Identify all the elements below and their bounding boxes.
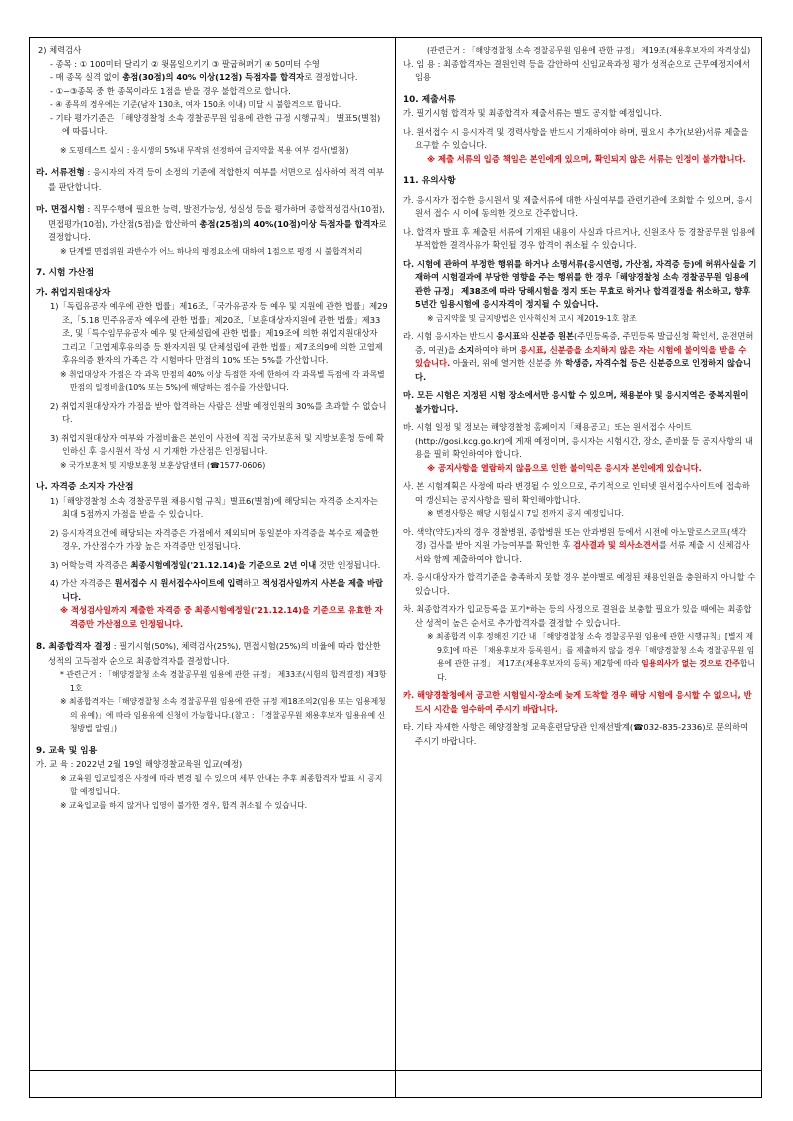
doc-screening: 라. 서류전형 : 응시자의 자격 등이 소정의 기준에 적합한지 여부를 서면으로 심사하여 적격 여부를 판단합니다.: [36, 167, 384, 192]
interview-note: ※ 단계별 면접위원 과반수가 어느 하나의 평정요소에 대하여 1점으로 평정 시 불합격처리: [60, 246, 363, 256]
note-sa: 사. 본 시험계획은 사정에 따라 변경될 수 있으므로, 주기적으로 인터넷 원서접수사이트에 접속하여 갱신되는 공지사항을 필히 확인해야합니다.: [403, 481, 750, 505]
note-na: 나. 합격자 발표 후 제출된 서류에 기재된 내용이 사실과 다르거나, 신원조사 등 경찰공무원 임용에 부적합한 결격사유가 확인될 경우 합격이 취소될 수 있습니다.: [403, 226, 756, 250]
column-divider: [395, 38, 396, 1097]
note-sa-sub: ※ 변경사항은 해당 시험실시 7일 전까지 공지 예정입니다.: [427, 509, 625, 518]
edu-b: 나. 임 용 : 최종합격자는 결원인력 등을 감안하여 신임교육과정 평가 성적순으로 근무예정지에서 임용: [403, 58, 751, 82]
note-da-sub: ※ 금지약물 및 금지방법은 인사혁신처 고시 제2019-1호 참조: [427, 313, 637, 323]
fitness-fail-1: - ①~③종목 중 한 종목이라도 1점을 받을 경우 불합격으로 합니다.: [50, 85, 291, 96]
bonus-b-4-warning: ※ 적성검사일까지 제출한 자격증 중 최종시험예정일('21.12.14)을 기준으로 유효한 자격증만 가산점으로 인정됩니다.: [60, 605, 383, 629]
note-ma: 마. 모든 시험은 지정된 시험 장소에서만 응시할 수 있으며, 채용분야 및 응시지역은 중복지원이 불가합니다.: [403, 390, 749, 414]
bonus-a-3-note: ※ 국가보훈처 및 지방보훈청 보훈상담센터 (☎1577-0606): [60, 460, 266, 470]
fitness-etc: - 기타 평가기준은 「해양경찰청 소속 경찰공무원 임용에 관한 규정 시행규칙」 별표5(별첨)에 따릅니다.: [50, 112, 381, 136]
edu-a-note-2: ※ 교육입교를 하지 않거나 입영이 불가한 경우, 합격 취소될 수 있습니다.: [60, 800, 308, 810]
note-ta: 타. 기타 자세한 사항은 해양경찰청 교육훈련담당관 인재선발계(☎032-835-2336)로 문의하여 주시기 바랍니다.: [403, 722, 749, 746]
bonus-b-4: 4) 가산 자격증은 원서접수 시 원서접수사이트에 입력하고 적성검사일까지 사본을 제출 바랍니다.: [50, 578, 383, 602]
note-ga: 가. 응시자가 접수한 응시원서 및 제출서류에 대한 사실여부를 관련기관에 조회할 수 있으며, 응시원서 접수 시 이에 동의한 것으로 간주합니다.: [403, 194, 753, 218]
bonus-b-1: 1)「해양경찰청 소속 경찰공무원 채용시험 규칙」별표6(별첨)에 해당되는 자격증 소지자는 최대 5점까지 가점을 받을 수 있습니다.: [50, 495, 378, 519]
edu-a: 가. 교 육 : 2022년 2월 19일 해양경찰교육원 입교(예정): [36, 759, 243, 769]
spacer: [36, 472, 388, 481]
note-cha: 차. 최종합격자가 입교등록을 포기*하는 등의 사정으로 결원을 보충할 필요가 있을 때에는 최종합산 성적이 높은 순서로 추가합격자를 결정할 수 있습니다.: [403, 604, 752, 628]
spacer: [36, 736, 388, 745]
spacer: [403, 85, 757, 94]
notes-title: 11. 유의사항: [403, 176, 456, 186]
spacer: [403, 166, 757, 175]
docs-a: 가. 필기시험 합격자 및 최종합격자 제출서류는 별도 공지할 예정입니다.: [403, 108, 662, 118]
edu-title: 9. 교육 및 임용: [36, 745, 98, 756]
bonus-a-title: 가. 취업지원대상자: [36, 287, 111, 298]
note-ka: 카. 해양경찰청에서 공고한 시험일시·장소에 늦게 도착할 경우 해당 시험에 응시할 수 없으니, 반드시 시간을 엄수하여 주시기 바랍니다.: [403, 690, 752, 714]
spacer: [36, 194, 388, 203]
note-ba: 바. 시험 일정 및 정보는 해양경찰청 홈페이지「채용공고」또는 원서접수 사이트(http://gosi.kcg.go.kr)에 게재 예정이며, 응시자는 시험시간, 장소, 준비물 등 공지사항의 내용을 필히 확인하여야 합니다.: [403, 422, 753, 459]
docs-title: 10. 제출서류: [403, 94, 456, 105]
final-basis: * 관련근거 : 「해양경찰청 소속 경찰공무원 임용에 관한 규정」 제33조(시험의 합격결정) 제3항1호: [60, 670, 387, 693]
fitness-items: - 종목 : ① 100미터 달리기 ② 윗몸일으키기 ③ 팔굽혀펴기 ④ 50미터 수영: [50, 58, 320, 69]
bonus-b-3: 3) 어학능력 자격증은 최종시험예정일('21.12.14)을 기준으로 2년 이내 것만 인정됩니다.: [50, 559, 381, 570]
spacer: [36, 157, 388, 166]
document-frame: [29, 37, 762, 1098]
docs-b: 나. 원서접수 시 응시자격 및 경력사항을 반드시 기재하여야 하며, 필요시 추가(보완)서류 제출을 요구할 수 있습니다.: [403, 126, 749, 150]
final-note: ※ 최종합격자는「해양경찰청 소속 경찰공무원 임용에 관한 규정 제18조의2(임용 또는 임용제청의 유예)」에 따라 임용유예 신청이 가능합니다.(참고 : 「경찰공무원 채용후보자 임용유예 신청방법 알림」): [60, 697, 386, 733]
docs-warning: ※ 제출 서류의 입증 책임은 본인에게 있으며, 확인되지 않은 서류는 인정이 불가합니다.: [427, 153, 746, 164]
edu-a-note-1: ※ 교육원 입교일정은 사정에 따라 변경 될 수 있으며 세부 안내는 추후 최종합격자 발표 시 공지할 예정입니다.: [60, 773, 383, 796]
bonus-b-2: 2) 응시자격요건에 해당되는 자격증은 가점에서 제외되며 동일분야 자격증을 복수로 제출한 경우, 가산점수가 가장 높은 자격증만 인정됩니다.: [50, 527, 379, 551]
bonus-a-1-note: ※ 취업대상자 가점은 각 과목 만점의 40% 이상 득점한 자에 한하여 각 과목별 득점에 각 과목별 만점의 일정비율(10% 또는 5%)에 해당하는 점수를 가산합니다.: [60, 369, 385, 392]
note-a: 아. 색약(약도)자의 경우 경찰병원, 종합병원 또는 안과병원 등에서 시전에 아노말로스코프(색각경) 검사를 받아 지원 가능여부를 확인한 후 검사결과 및 의사소견서를 서류 제출 시 신체검사서와 함께 제출하여야 합니다.: [403, 526, 750, 564]
note-ba-warning: ※ 공지사항을 열람하지 않음으로 인한 불이익은 응시자 본인에게 있습니다.: [427, 462, 702, 473]
spacer: [36, 258, 388, 267]
note-cha-sub: ※ 최종합격 이후 정해진 기간 내 「해양경찰청 소속 경찰공무원 임용에 관한 시행규칙」[별지 제9호]에 따른 「채용후보자 등록원서」를 제출하지 않을 경우「해양경찰청 소속 경찰공무원 임용에 관한 규정」 제17조(채용후보자의 등록) 제2항에 따라 임용의사가 없는 것으로 간주합니다.: [427, 632, 755, 682]
fitness-title: 2) 체력검사: [38, 45, 82, 55]
bonus-a-3: 3) 취업지원대상자 여부와 가점비율은 본인이 사전에 직접 국가보훈처 및 지방보훈청 등에 확인하신 후 응시원서 작성 시 기재한 가산점은 인정됩니다.: [50, 432, 385, 456]
interview: 마. 면접시험 : 직무수행에 필요한 능력, 발전가능성, 성실성 등을 평가하며 종합적성검사(10점), 면접평가(10점), 가산점(5점)을 합산하여 총점(25점)의 40%(10점)이상 득점자를 합격자로 결정합니다.: [36, 204, 387, 242]
spacer: [36, 631, 388, 640]
doping-note: ※ 도핑테스트 실시 : 응시생의 5%내 무작위 선정하여 금지약물 복용 여부 검사(별첨): [60, 145, 349, 155]
edu-basis: (관련근거 : 「해양경찰청 소속 경찰공무원 임용에 관한 규정」 제19조(채용후보자의 자격상실): [427, 46, 751, 55]
bonus-b-title: 나. 자격증 소지자 가산점: [36, 482, 134, 492]
note-da: 다. 시험에 관하여 부정한 행위를 하거나 소명서류(응시연령, 가산점, 자격증 등)에 허위사실을 기재하여 시험결과에 부당한 영향을 주는 행위를 한 경우「해양경찰청 소속 경찰공무원 임용에 관한 규정」 제38조에 따라 당해시험을 정지 또는 무효로 하거나 합격결정을 취소하고, 향후 5년간 임용시험에 응시자격이 정지될 수 있습니다.: [403, 258, 757, 309]
note-ja: 자. 응시대상자가 합격기준을 충족하지 못할 경우 분야별로 예정된 채용인원을 충원하지 아니할 수 있습니다.: [403, 572, 756, 596]
bonus-a-1: 1)「독립유공자 예우에 관한 법률」제16조,「국가유공자 등 예우 및 지원에 관한 법률」제29조,「5.18 민주유공자 예우에 관한 법률」제20조,「보훈대상자지원에 관한 법률」제33조, 및「특수임무유공자 예우 및 단체설립에 관한 법률」제19조에 의한 취업지원대상자 그리고「고엽제후유의증 등 환자지원 및 단체설립에 관한 법률」제7조의9에 의한 고엽제후유의증 환자의 가족은 각 시험마다 만점의 10% 또는 5%를 가산합니다.: [50, 301, 388, 365]
left-column: [36, 44, 388, 812]
bonus-a-2: 2) 취업지원대상자가 가점을 받아 합격하는 사람은 선발 예정인원의 30%를 초과할 수 없습니다.: [50, 400, 387, 424]
note-ra: 라. 시험 응시자는 반드시 응시표와 신분증 원본(주민등록증, 주민등록 발급신청 확인서, 운전면허증, 여권)을 소지하여야 하며 응시표, 신분증을 소지하지 않은 자는 시험에 불이익을 받을 수 있습니다. 아울러, 위에 열거한 신분증 外 학생증, 자격수첩 등은 신분증으로 인정하지 않습니다.: [403, 331, 754, 382]
bonus-title: 7. 시험 가산점: [36, 268, 95, 278]
final-decision: 8. 최종합격자 결정 : 필기시험(50%), 체력검사(25%), 면접시험(25%)의 비율에 따라 합산한 성적의 고득점자 순으로 최종합격자를 결정합니다.: [36, 641, 381, 666]
fitness-pass: - 매 종목 실격 없이 총점(30점)의 40% 이상(12점) 득점자를 합격자로 결정합니다.: [50, 72, 358, 82]
right-column: [403, 44, 757, 748]
fitness-fail-2: - ④ 종목의 경우에는 기준(남자 130초, 여자 150초 이내) 미달 시 불합격으로 합니다.: [50, 100, 342, 109]
